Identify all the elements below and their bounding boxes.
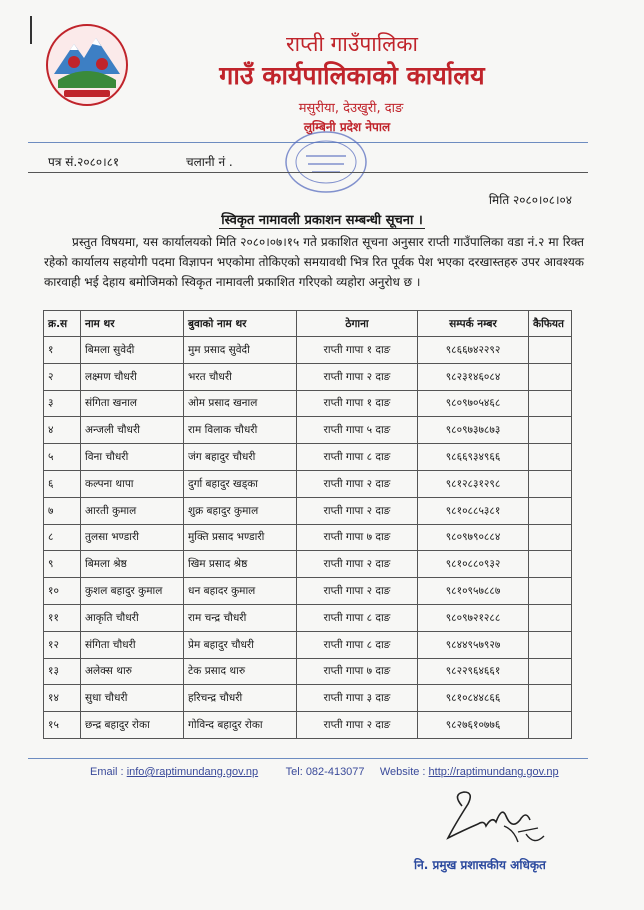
cell-remarks xyxy=(529,390,572,417)
col-header-name: नाम थर xyxy=(81,311,184,337)
office-stamp-icon xyxy=(278,126,374,198)
col-header-contact: सम्पर्क नम्बर xyxy=(418,311,529,337)
cell-father-name: हरिचन्द्र चौधरी xyxy=(184,685,297,712)
cell-father-name: ओम प्रसाद खनाल xyxy=(184,390,297,417)
cell-address: राप्ती गापा २ दाङ xyxy=(297,712,418,739)
notice-body: प्रस्तुत विषयमा, यस कार्यालयको मिति २०८०।०७।१५ गते प्रकाशित सूचना अनुसार राप्ती गाउँपालिका वडा नं.२ मा रिक्त रहेको कार्यालय सहयोगी पदमा विज्ञापन भएकोमा तोकिएको समयावधी भित्र रित पूर्वक पेश भएका दरखास्तहरु उपर आवश्यक कारवाही भई देहाय बमोजिमको स्विकृत नामावली प्रकाशित गरिएको व्यहोरा अनुरोध छ । xyxy=(44,235,584,289)
cell-contact: ९८१०९५७८८७ xyxy=(418,578,529,605)
reference-divider xyxy=(28,172,588,173)
cell-address: राप्ती गापा १ दाङ xyxy=(297,390,418,417)
cell-father-name: प्रेम बहादुर चौधरी xyxy=(184,631,297,658)
cell-sn: ९ xyxy=(44,551,81,578)
cell-sn: १ xyxy=(44,337,81,364)
cell-sn: १३ xyxy=(44,658,81,685)
cell-address: राप्ती गापा २ दाङ xyxy=(297,578,418,605)
email-label: Email : xyxy=(90,766,127,778)
cell-remarks xyxy=(529,337,572,364)
table-row xyxy=(44,685,572,712)
chalani-number: चलानी नं . xyxy=(186,155,233,169)
cell-address: राप्ती गापा २ दाङ xyxy=(297,497,418,524)
notice-subject xyxy=(0,210,644,228)
cell-contact: ९८०९७०५४६८ xyxy=(418,390,529,417)
org-name-line2: गाउँ कार्यपालिकाको कार्यालय xyxy=(219,61,485,90)
cell-address: राप्ती गापा ८ दाङ xyxy=(297,631,418,658)
col-header-sn: क्र.स xyxy=(44,311,81,337)
cell-contact: ९८४४९५७९२७ xyxy=(418,631,529,658)
table-row xyxy=(44,551,572,578)
org-name-line1: राप्ती गाउँपालिका xyxy=(286,32,418,56)
cell-address: राप्ती गापा ७ दाङ xyxy=(297,524,418,551)
table-row xyxy=(44,578,572,605)
cell-remarks xyxy=(529,524,572,551)
cell-father-name: खिम प्रसाद श्रेष्ठ xyxy=(184,551,297,578)
cell-sn: ११ xyxy=(44,604,81,631)
cell-contact: ९८२७६१०७७६ xyxy=(418,712,529,739)
cell-address: राप्ती गापा २ दाङ xyxy=(297,363,418,390)
cell-address: राप्ती गापा ७ दाङ xyxy=(297,658,418,685)
cell-contact: ९८०९७२१२८८ xyxy=(418,604,529,631)
cell-remarks xyxy=(529,685,572,712)
cell-sn: ३ xyxy=(44,390,81,417)
cell-contact: ९८१०८८०९३२ xyxy=(418,551,529,578)
cell-remarks xyxy=(529,417,572,444)
cell-remarks xyxy=(529,604,572,631)
cell-father-name: राम चन्द्र चौधरी xyxy=(184,604,297,631)
cell-sn: ४ xyxy=(44,417,81,444)
cell-address: राप्ती गापा २ दाङ xyxy=(297,470,418,497)
cell-father-name: धन बहादर कुमाल xyxy=(184,578,297,605)
cell-sn: १४ xyxy=(44,685,81,712)
org-address: मसुरीया, देउखुरी, दाङ xyxy=(298,101,404,116)
cell-contact: ९८६६७४२२९२ xyxy=(418,337,529,364)
col-header-remarks: कैफियत xyxy=(529,311,572,337)
cell-name: बिमला सुवेदी xyxy=(81,337,184,364)
cell-name: आकृति चौधरी xyxy=(81,604,184,631)
cell-address: राप्ती गापा ३ दाङ xyxy=(297,685,418,712)
approved-names-table xyxy=(43,310,572,739)
cell-sn: १० xyxy=(44,578,81,605)
table-row xyxy=(44,604,572,631)
cell-father-name: मुक्ति प्रसाद भण्डारी xyxy=(184,524,297,551)
cell-contact: ९८२२९६४६६१ xyxy=(418,658,529,685)
cell-father-name: मुम प्रसाद सुवेदी xyxy=(184,337,297,364)
cell-father-name: गोविन्द बहादुर रोका xyxy=(184,712,297,739)
cell-remarks xyxy=(529,578,572,605)
table-row xyxy=(44,390,572,417)
website-link[interactable]: http://raptimundang.gov.np xyxy=(428,766,559,778)
cell-remarks xyxy=(529,631,572,658)
cell-name: छन्द्र बहादुर रोका xyxy=(81,712,184,739)
cell-contact: ९८०९७३७८७३ xyxy=(418,417,529,444)
cell-name: संगिता चौधरी xyxy=(81,631,184,658)
cell-name: संगिता खनाल xyxy=(81,390,184,417)
cell-remarks xyxy=(529,497,572,524)
cell-name: सुधा चौधरी xyxy=(81,685,184,712)
cell-sn: ६ xyxy=(44,470,81,497)
cell-contact: ९८१०८४४८६६ xyxy=(418,685,529,712)
cell-remarks xyxy=(529,712,572,739)
website-label: Website : xyxy=(379,766,429,778)
cell-father-name: भरत चौधरी xyxy=(184,363,297,390)
cell-name: कल्पना थापा xyxy=(81,470,184,497)
cell-remarks xyxy=(529,658,572,685)
cell-name: अलेक्स थारु xyxy=(81,658,184,685)
tel-text: Tel: 082-413077 xyxy=(285,766,365,778)
cell-contact: ९८६६९३४९६६ xyxy=(418,444,529,471)
cell-address: राप्ती गापा १ दाङ xyxy=(297,337,418,364)
cell-name: आरती कुमाल xyxy=(81,497,184,524)
cell-name: लक्ष्मण चौधरी xyxy=(81,363,184,390)
cell-contact: ९८०९७९०८८४ xyxy=(418,524,529,551)
cell-contact: ९८१२८३१२९८ xyxy=(418,470,529,497)
table-header-row xyxy=(44,311,572,337)
cell-name: अन्जली चौधरी xyxy=(81,417,184,444)
cell-remarks xyxy=(529,363,572,390)
cell-sn: १५ xyxy=(44,712,81,739)
cell-sn: ८ xyxy=(44,524,81,551)
cell-sn: २ xyxy=(44,363,81,390)
cell-remarks xyxy=(529,551,572,578)
col-header-address: ठेगाना xyxy=(297,311,418,337)
notice-subject-text: स्विकृत नामावली प्रकाशन सम्बन्धी सूचना । xyxy=(221,213,423,228)
cell-address: राप्ती गापा ५ दाङ xyxy=(297,417,418,444)
table-row xyxy=(44,631,572,658)
cell-father-name: शुक्र बहादुर कुमाल xyxy=(184,497,297,524)
cell-contact: ९८२३१४६०८४ xyxy=(418,363,529,390)
cell-contact: ९८१०८८५३८१ xyxy=(418,497,529,524)
footer-contact xyxy=(90,766,559,778)
cell-father-name: दुर्गा बहादुर खड्का xyxy=(184,470,297,497)
cell-sn: १२ xyxy=(44,631,81,658)
cell-address: राप्ती गापा २ दाङ xyxy=(297,551,418,578)
cell-remarks xyxy=(529,470,572,497)
footer-divider xyxy=(28,758,588,759)
email-link[interactable]: info@raptimundang.gov.np xyxy=(126,766,259,778)
cell-name: कुशल बहादुर कुमाल xyxy=(81,578,184,605)
cell-address: राप्ती गापा ८ दाङ xyxy=(297,604,418,631)
patra-number: पत्र सं.२०८०।८१ xyxy=(48,155,120,169)
cell-name: तुलसा भण्डारी xyxy=(81,524,184,551)
cell-name: विना चौधरी xyxy=(81,444,184,471)
col-header-father-name: बुवाको नाम थर xyxy=(184,311,297,337)
table-body xyxy=(44,337,572,739)
document-date: मिति २०८०।०८।०४ xyxy=(488,193,572,207)
cell-remarks xyxy=(529,444,572,471)
table-row xyxy=(44,658,572,685)
cell-father-name: टेक प्रसाद थारु xyxy=(184,658,297,685)
table-row xyxy=(44,497,572,524)
table-row xyxy=(44,337,572,364)
org-province: लुम्बिनी प्रदेश नेपाल xyxy=(303,120,391,134)
table-row xyxy=(44,712,572,739)
cell-father-name: जंग बहादुर चौधरी xyxy=(184,444,297,471)
signatory-title: नि. प्रमुख प्रशासकीय अधिकृत xyxy=(414,858,546,872)
cell-father-name: राम विलाक चौधरी xyxy=(184,417,297,444)
cell-name: बिमला श्रेष्ठ xyxy=(81,551,184,578)
cell-address: राप्ती गापा ८ दाङ xyxy=(297,444,418,471)
cell-sn: ७ xyxy=(44,497,81,524)
table-row xyxy=(44,524,572,551)
signature-icon xyxy=(434,786,554,856)
table-row xyxy=(44,444,572,471)
table-row xyxy=(44,363,572,390)
cell-sn: ५ xyxy=(44,444,81,471)
table-row xyxy=(44,417,572,444)
table-row xyxy=(44,470,572,497)
